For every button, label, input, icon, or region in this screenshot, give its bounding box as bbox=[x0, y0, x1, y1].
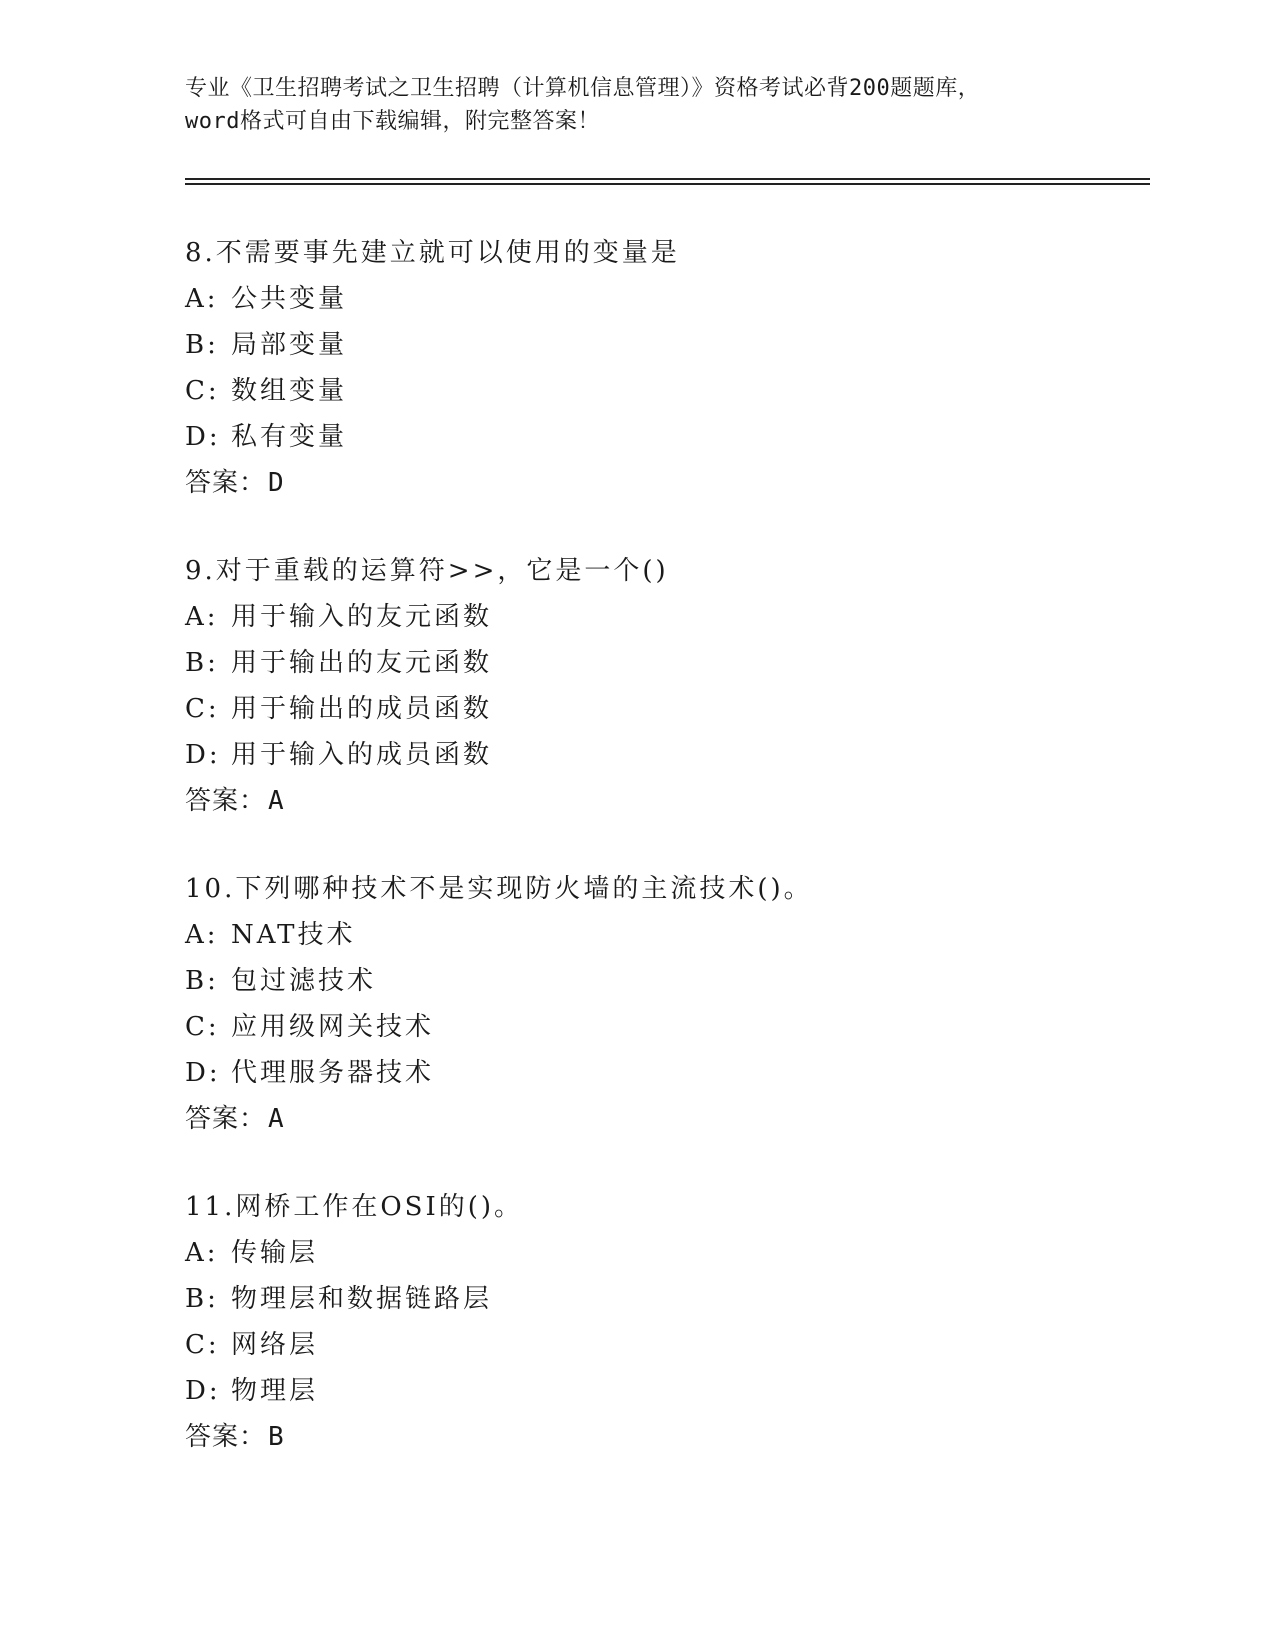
option-letter: C: bbox=[185, 376, 220, 406]
answer-label: 答案： bbox=[185, 1104, 267, 1134]
question-8 bbox=[185, 230, 1085, 506]
option-text: 包过滤技术 bbox=[231, 966, 377, 996]
option-text: NAT技术 bbox=[231, 920, 356, 950]
option-text: 代理服务器技术 bbox=[231, 1058, 435, 1088]
answer-value: D bbox=[268, 468, 285, 498]
option-c bbox=[185, 368, 1085, 414]
question-text: 11.网桥工作在OSI的()。 bbox=[185, 1192, 524, 1222]
answer-value: B bbox=[268, 1422, 285, 1452]
option-text: 用于输入的成员函数 bbox=[231, 740, 493, 770]
option-text: 物理层和数据链路层 bbox=[231, 1284, 493, 1314]
option-letter: D: bbox=[185, 422, 221, 452]
option-d bbox=[185, 1050, 1085, 1096]
answer-value: A bbox=[268, 786, 285, 816]
question-text: 8.不需要事先建立就可以使用的变量是 bbox=[185, 238, 680, 268]
option-c bbox=[185, 1004, 1085, 1050]
option-text: 公共变量 bbox=[231, 284, 348, 314]
option-letter: B: bbox=[185, 648, 219, 678]
option-letter: D: bbox=[185, 740, 221, 770]
answer-label: 答案： bbox=[185, 1422, 267, 1452]
option-letter: C: bbox=[185, 1330, 220, 1360]
option-text: 用于输入的友元函数 bbox=[231, 602, 493, 632]
option-letter: A: bbox=[185, 284, 219, 314]
option-text: 用于输出的成员函数 bbox=[231, 694, 493, 724]
question-text: 9.对于重载的运算符>>，它是一个() bbox=[185, 556, 669, 586]
answer-line bbox=[185, 1096, 1085, 1142]
option-a bbox=[185, 276, 1085, 322]
answer-label: 答案： bbox=[185, 786, 267, 816]
option-b bbox=[185, 958, 1085, 1004]
option-letter: B: bbox=[185, 330, 219, 360]
option-text: 物理层 bbox=[231, 1376, 319, 1406]
header-divider-bottom bbox=[185, 183, 1150, 185]
option-c bbox=[185, 1322, 1085, 1368]
answer-line bbox=[185, 1414, 1085, 1460]
document-header bbox=[185, 72, 1085, 138]
option-a bbox=[185, 1230, 1085, 1276]
option-text: 用于输出的友元函数 bbox=[231, 648, 493, 678]
header-line-1: 专业《卫生招聘考试之卫生招聘（计算机信息管理）》资格考试必背200题题库， bbox=[185, 76, 981, 101]
option-letter: D: bbox=[185, 1376, 221, 1406]
answer-line bbox=[185, 778, 1085, 824]
option-letter: B: bbox=[185, 1284, 219, 1314]
option-letter: D: bbox=[185, 1058, 221, 1088]
option-d bbox=[185, 414, 1085, 460]
option-letter: A: bbox=[185, 1238, 219, 1268]
option-a bbox=[185, 912, 1085, 958]
option-text: 传输层 bbox=[231, 1238, 319, 1268]
option-letter: C: bbox=[185, 694, 220, 724]
option-b bbox=[185, 640, 1085, 686]
option-letter: A: bbox=[185, 602, 219, 632]
option-text: 私有变量 bbox=[231, 422, 348, 452]
option-a bbox=[185, 594, 1085, 640]
option-d bbox=[185, 1368, 1085, 1414]
option-letter: A: bbox=[185, 920, 219, 950]
question-9 bbox=[185, 548, 1085, 824]
option-b bbox=[185, 322, 1085, 368]
option-letter: B: bbox=[185, 966, 219, 996]
option-text: 网络层 bbox=[231, 1330, 319, 1360]
answer-label: 答案： bbox=[185, 468, 267, 498]
question-11 bbox=[185, 1184, 1085, 1460]
question-10 bbox=[185, 866, 1085, 1142]
option-letter: C: bbox=[185, 1012, 220, 1042]
answer-value: A bbox=[268, 1104, 285, 1134]
option-d bbox=[185, 732, 1085, 778]
option-text: 数组变量 bbox=[231, 376, 348, 406]
answer-line bbox=[185, 460, 1085, 506]
option-text: 应用级网关技术 bbox=[231, 1012, 435, 1042]
option-b bbox=[185, 1276, 1085, 1322]
question-text: 10.下列哪种技术不是实现防火墙的主流技术()。 bbox=[185, 874, 813, 904]
option-text: 局部变量 bbox=[231, 330, 348, 360]
header-line-2: word格式可自由下载编辑，附完整答案！ bbox=[185, 109, 600, 134]
header-divider-top bbox=[185, 178, 1150, 180]
option-c bbox=[185, 686, 1085, 732]
